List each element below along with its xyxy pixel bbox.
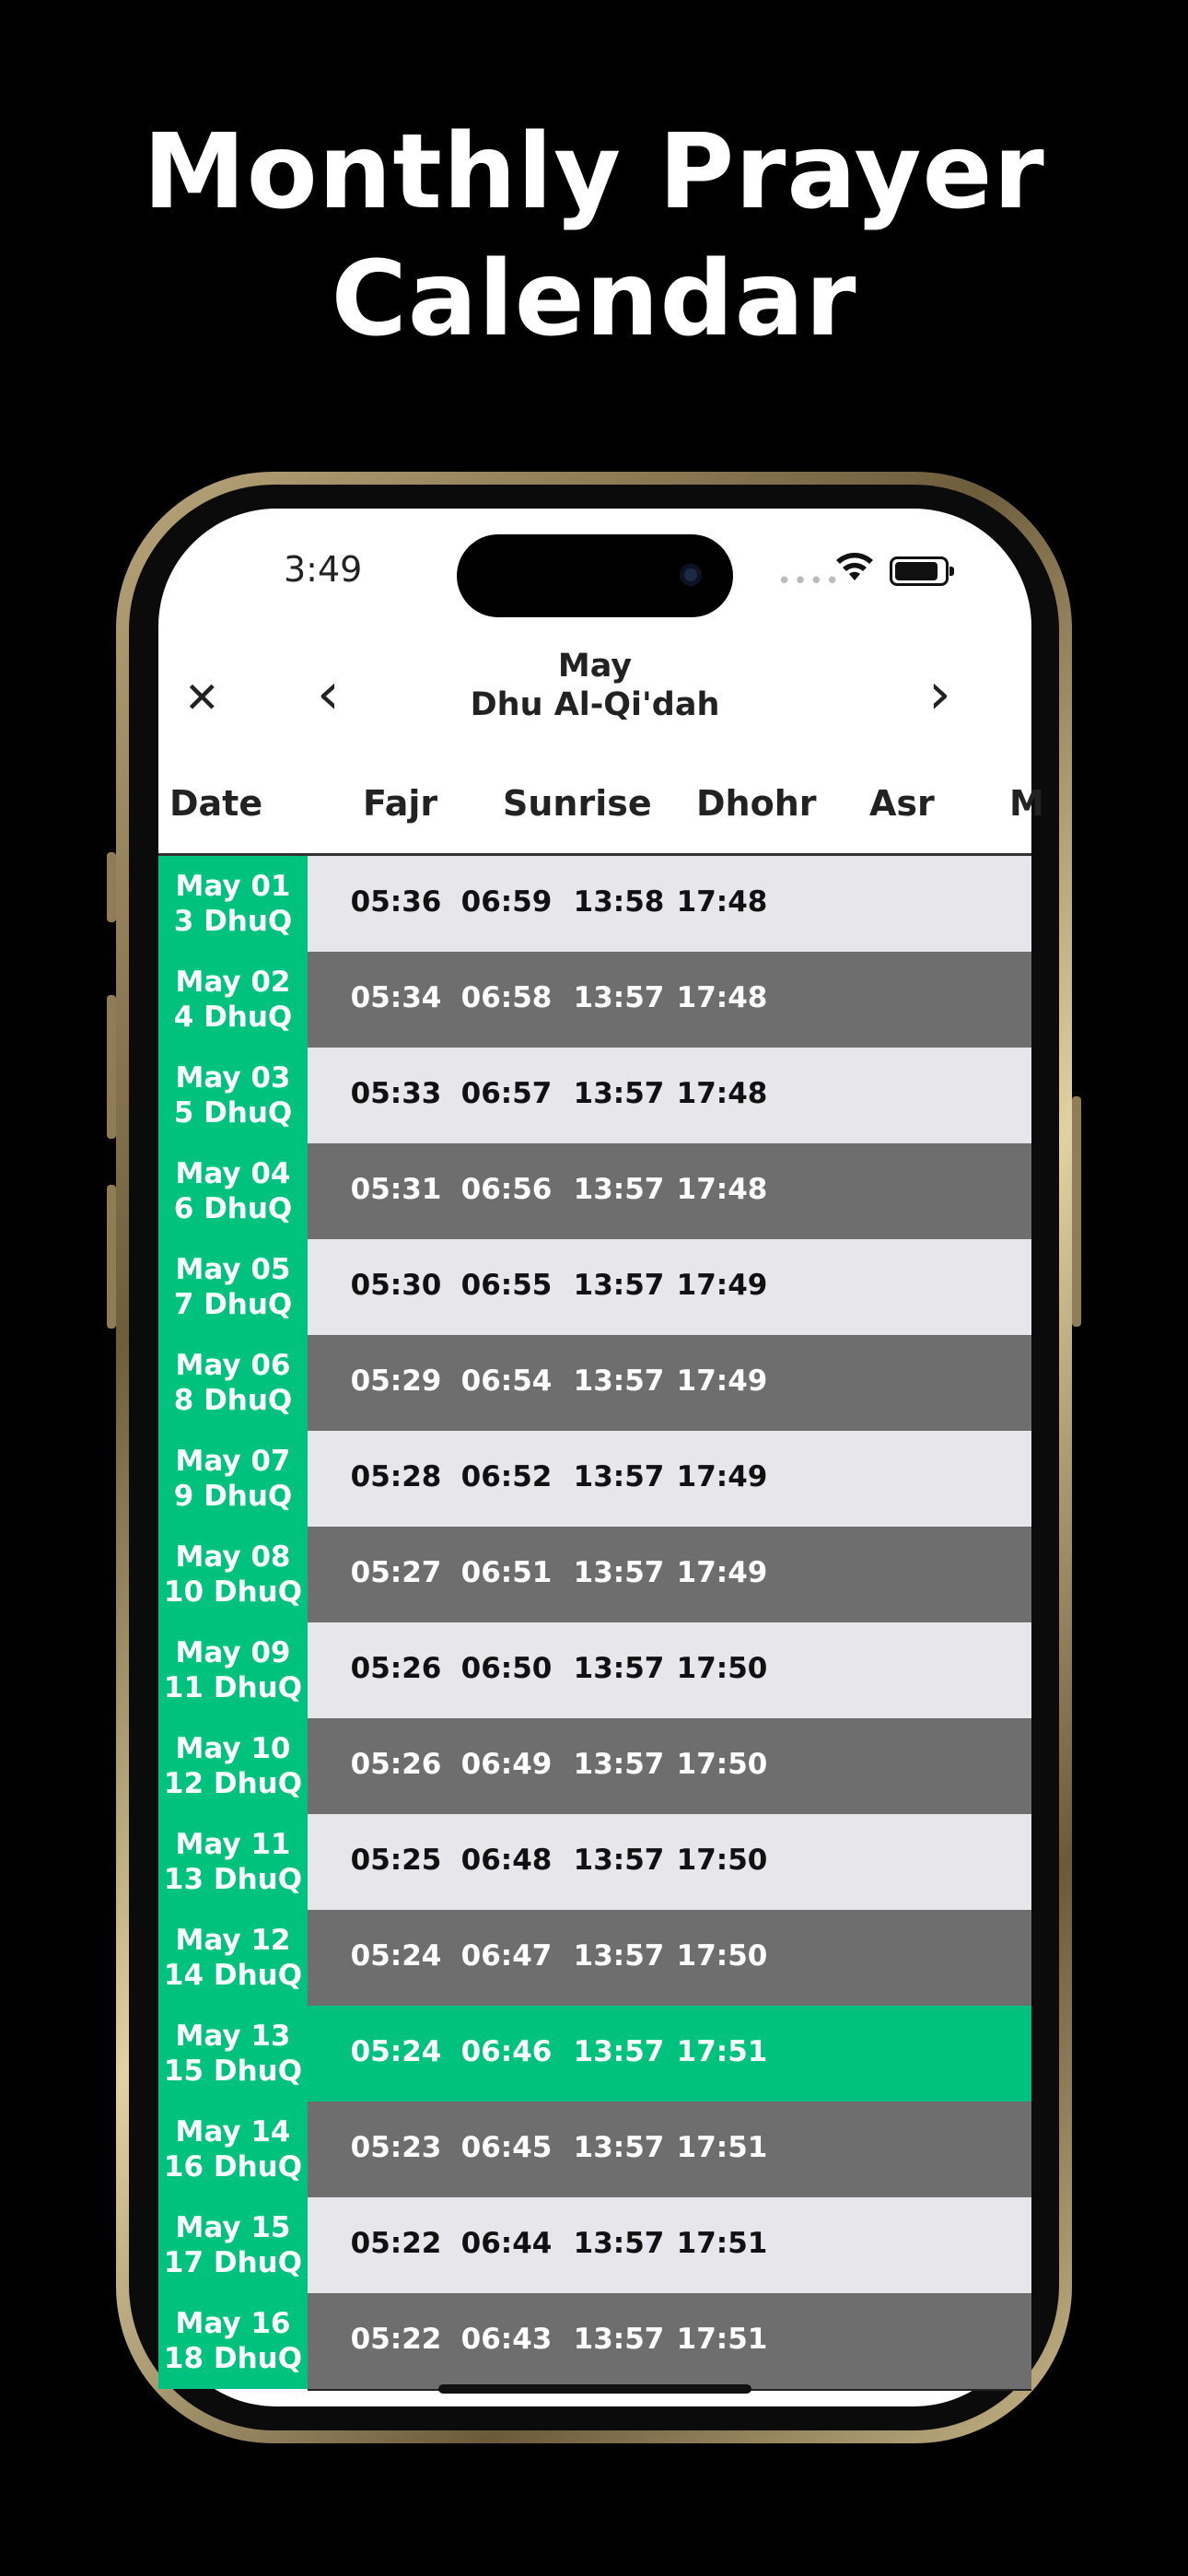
hijri-date: 17 DhuQ bbox=[163, 2246, 303, 2279]
sunrise-time: 06:43 bbox=[460, 2323, 553, 2356]
dhohr-time: 13:57 bbox=[573, 1269, 665, 1302]
column-header-sunrise: Sunrise bbox=[503, 783, 652, 824]
fajr-time: 05:23 bbox=[350, 2131, 442, 2164]
headline-line-2: Calendar bbox=[331, 240, 857, 359]
date-cell bbox=[158, 1814, 308, 1910]
dhohr-time: 13:57 bbox=[573, 2323, 665, 2356]
gregorian-date: May 03 bbox=[175, 1061, 291, 1095]
fajr-time: 05:27 bbox=[350, 1556, 442, 1589]
times-cells bbox=[308, 1048, 1031, 1145]
date-cell bbox=[158, 1527, 308, 1622]
dhohr-time: 13:57 bbox=[573, 1844, 665, 1877]
sunrise-time: 06:52 bbox=[460, 1460, 553, 1493]
hijri-date: 14 DhuQ bbox=[163, 1959, 303, 1992]
dhohr-time: 13:57 bbox=[573, 2227, 665, 2260]
hijri-date: 6 DhuQ bbox=[173, 1192, 293, 1225]
date-cell bbox=[158, 1431, 308, 1527]
sunrise-time: 06:46 bbox=[460, 2035, 553, 2068]
table-row[interactable] bbox=[158, 1814, 1031, 1910]
table-row[interactable] bbox=[158, 2293, 1031, 2389]
date-cell bbox=[158, 2197, 308, 2293]
gregorian-date: May 12 bbox=[175, 1924, 291, 1957]
date-cell bbox=[158, 856, 308, 952]
date-cell bbox=[158, 952, 308, 1048]
status-time: 3:49 bbox=[284, 549, 363, 590]
gregorian-date: May 09 bbox=[175, 1636, 291, 1669]
hijri-date: 7 DhuQ bbox=[173, 1288, 293, 1321]
gregorian-date: May 04 bbox=[175, 1157, 291, 1190]
times-cells bbox=[308, 2197, 1031, 2295]
column-header-asr: Asr bbox=[869, 783, 935, 824]
cellular-signal-icon: •••• bbox=[777, 568, 842, 595]
sunrise-time: 06:55 bbox=[460, 1269, 553, 1302]
table-row[interactable] bbox=[158, 1143, 1031, 1239]
side-button-volume-down bbox=[107, 1185, 116, 1329]
fajr-time: 05:34 bbox=[350, 981, 442, 1014]
hijri-date: 11 DhuQ bbox=[163, 1671, 303, 1704]
sunrise-time: 06:47 bbox=[460, 1939, 553, 1973]
asr-time: 17:49 bbox=[676, 1460, 768, 1493]
gregorian-date: May 08 bbox=[175, 1540, 291, 1574]
dhohr-time: 13:57 bbox=[573, 981, 665, 1014]
asr-time: 17:48 bbox=[676, 1077, 768, 1110]
month-title bbox=[158, 647, 1031, 724]
table-row[interactable] bbox=[158, 1431, 1031, 1527]
dhohr-time: 13:57 bbox=[573, 2035, 665, 2068]
hijri-date: 9 DhuQ bbox=[173, 1480, 293, 1513]
asr-time: 17:51 bbox=[676, 2035, 768, 2068]
next-month-icon[interactable]: › bbox=[928, 660, 951, 727]
asr-time: 17:48 bbox=[676, 885, 768, 919]
date-cell bbox=[158, 1143, 308, 1239]
sunrise-time: 06:58 bbox=[460, 981, 553, 1014]
fajr-time: 05:26 bbox=[350, 1748, 442, 1781]
gregorian-date: May 01 bbox=[175, 870, 291, 903]
gregorian-date: May 14 bbox=[175, 2115, 291, 2149]
gregorian-date: May 07 bbox=[175, 1445, 291, 1478]
date-cell bbox=[158, 1622, 308, 1718]
asr-time: 17:50 bbox=[676, 1748, 768, 1781]
table-row[interactable] bbox=[158, 856, 1031, 952]
times-cells bbox=[308, 1527, 1031, 1624]
column-header-date: Date bbox=[169, 783, 263, 824]
table-row[interactable] bbox=[158, 1048, 1031, 1143]
table-row[interactable] bbox=[158, 1910, 1031, 2006]
table-row[interactable] bbox=[158, 1527, 1031, 1622]
times-cells bbox=[308, 1431, 1031, 1528]
times-cells bbox=[308, 2102, 1031, 2199]
times-cells bbox=[308, 1239, 1031, 1337]
asr-time: 17:50 bbox=[676, 1652, 768, 1685]
sunrise-time: 06:59 bbox=[460, 885, 553, 919]
hijri-date: 13 DhuQ bbox=[163, 1863, 303, 1896]
times-cells bbox=[308, 1335, 1031, 1433]
asr-time: 17:50 bbox=[676, 1939, 768, 1973]
gregorian-date: May 11 bbox=[175, 1828, 291, 1861]
gregorian-date: May 10 bbox=[175, 1732, 291, 1765]
date-cell bbox=[158, 2293, 308, 2389]
dhohr-time: 13:57 bbox=[573, 1939, 665, 1973]
dhohr-time: 13:57 bbox=[573, 2131, 665, 2164]
date-cell bbox=[158, 1239, 308, 1335]
dhohr-time: 13:57 bbox=[573, 1652, 665, 1685]
dhohr-time: 13:57 bbox=[573, 1556, 665, 1589]
column-header-maghrib: M bbox=[1009, 783, 1044, 824]
previous-month-icon[interactable]: ‹ bbox=[317, 660, 340, 727]
hijri-date: 10 DhuQ bbox=[163, 1575, 303, 1609]
sunrise-time: 06:54 bbox=[460, 1364, 553, 1398]
sunrise-time: 06:49 bbox=[460, 1748, 553, 1781]
hijri-date: 8 DhuQ bbox=[173, 1384, 293, 1417]
fajr-time: 05:24 bbox=[350, 1939, 442, 1973]
headline-line-1: Monthly Prayer bbox=[143, 112, 1045, 232]
fajr-time: 05:31 bbox=[350, 1173, 442, 1206]
dhohr-time: 13:57 bbox=[573, 1077, 665, 1110]
times-cells bbox=[308, 1814, 1031, 1912]
gregorian-date: May 13 bbox=[175, 2020, 291, 2053]
table-row-today[interactable] bbox=[158, 2006, 1031, 2102]
headline bbox=[0, 109, 1188, 363]
date-cell bbox=[158, 2006, 308, 2102]
fajr-time: 05:28 bbox=[350, 1460, 442, 1493]
asr-time: 17:49 bbox=[676, 1269, 768, 1302]
asr-time: 17:48 bbox=[676, 981, 768, 1014]
battery-icon bbox=[890, 556, 949, 586]
asr-time: 17:49 bbox=[676, 1556, 768, 1589]
camera-icon bbox=[680, 564, 702, 586]
asr-time: 17:48 bbox=[676, 1173, 768, 1206]
dhohr-time: 13:57 bbox=[573, 1748, 665, 1781]
home-indicator[interactable] bbox=[438, 2384, 751, 2394]
dhohr-time: 13:57 bbox=[573, 1364, 665, 1398]
fajr-time: 05:22 bbox=[350, 2227, 442, 2260]
date-cell bbox=[158, 1335, 308, 1431]
table-header bbox=[158, 755, 1044, 856]
fajr-time: 05:33 bbox=[350, 1077, 442, 1110]
asr-time: 17:49 bbox=[676, 1364, 768, 1398]
gregorian-date: May 15 bbox=[175, 2211, 291, 2244]
dhohr-time: 13:57 bbox=[573, 1460, 665, 1493]
side-button-silent bbox=[107, 852, 116, 922]
column-header-dhohr: Dhohr bbox=[696, 783, 817, 824]
table-row[interactable] bbox=[158, 1335, 1031, 1431]
gregorian-date: May 06 bbox=[175, 1349, 291, 1382]
asr-time: 17:51 bbox=[676, 2131, 768, 2164]
asr-time: 17:50 bbox=[676, 1844, 768, 1877]
gregorian-date: May 05 bbox=[175, 1253, 291, 1286]
fajr-time: 05:36 bbox=[350, 885, 442, 919]
fajr-time: 05:22 bbox=[350, 2323, 442, 2356]
table-row[interactable] bbox=[158, 1622, 1031, 1718]
sunrise-time: 06:50 bbox=[460, 1652, 553, 1685]
date-cell bbox=[158, 2102, 308, 2197]
sunrise-time: 06:44 bbox=[460, 2227, 553, 2260]
fajr-time: 05:26 bbox=[350, 1652, 442, 1685]
fajr-time: 05:25 bbox=[350, 1844, 442, 1877]
fajr-time: 05:24 bbox=[350, 2035, 442, 2068]
hijri-month: Dhu Al-Qi'dah bbox=[470, 686, 720, 723]
dhohr-time: 13:58 bbox=[573, 885, 665, 919]
sunrise-time: 06:51 bbox=[460, 1556, 553, 1589]
phone-screen bbox=[158, 509, 1044, 2406]
table-row[interactable] bbox=[158, 2197, 1031, 2293]
times-cells bbox=[308, 1143, 1031, 1241]
hijri-date: 12 DhuQ bbox=[163, 1767, 303, 1800]
fajr-time: 05:30 bbox=[350, 1269, 442, 1302]
times-cells bbox=[308, 1718, 1031, 1816]
times-cells bbox=[308, 2293, 1031, 2391]
sunrise-time: 06:56 bbox=[460, 1173, 553, 1206]
times-cells bbox=[308, 1910, 1031, 2008]
table-row[interactable] bbox=[158, 1718, 1031, 1814]
dhohr-time: 13:57 bbox=[573, 1173, 665, 1206]
wifi-icon bbox=[834, 549, 875, 582]
asr-time: 17:51 bbox=[676, 2323, 768, 2356]
date-cell bbox=[158, 1910, 308, 2006]
table-row[interactable] bbox=[158, 2102, 1031, 2197]
hijri-date: 16 DhuQ bbox=[163, 2150, 303, 2184]
side-button-volume-up bbox=[107, 995, 116, 1139]
hijri-date: 18 DhuQ bbox=[163, 2342, 303, 2375]
close-icon[interactable]: ✕ bbox=[184, 673, 220, 722]
times-cells bbox=[308, 2006, 1031, 2103]
gregorian-date: May 02 bbox=[175, 966, 291, 999]
asr-time: 17:51 bbox=[676, 2227, 768, 2260]
gregorian-date: May 16 bbox=[175, 2307, 291, 2340]
table-row[interactable] bbox=[158, 952, 1031, 1048]
gregorian-month: May bbox=[557, 648, 633, 685]
sunrise-time: 06:45 bbox=[460, 2131, 553, 2164]
times-cells bbox=[308, 952, 1031, 1049]
hijri-date: 4 DhuQ bbox=[173, 1001, 293, 1034]
status-bar bbox=[158, 509, 1031, 638]
date-cell bbox=[158, 1718, 308, 1814]
table-row[interactable] bbox=[158, 1239, 1031, 1335]
column-header-fajr: Fajr bbox=[363, 783, 438, 824]
hijri-date: 3 DhuQ bbox=[173, 905, 293, 938]
side-button-power bbox=[1072, 1096, 1081, 1327]
sunrise-time: 06:57 bbox=[460, 1077, 553, 1110]
fajr-time: 05:29 bbox=[350, 1364, 442, 1398]
times-cells bbox=[308, 1622, 1031, 1720]
times-cells bbox=[308, 856, 1031, 954]
sunrise-time: 06:48 bbox=[460, 1844, 553, 1877]
hijri-date: 15 DhuQ bbox=[163, 2055, 303, 2088]
hijri-date: 5 DhuQ bbox=[173, 1096, 293, 1130]
date-cell bbox=[158, 1048, 308, 1143]
